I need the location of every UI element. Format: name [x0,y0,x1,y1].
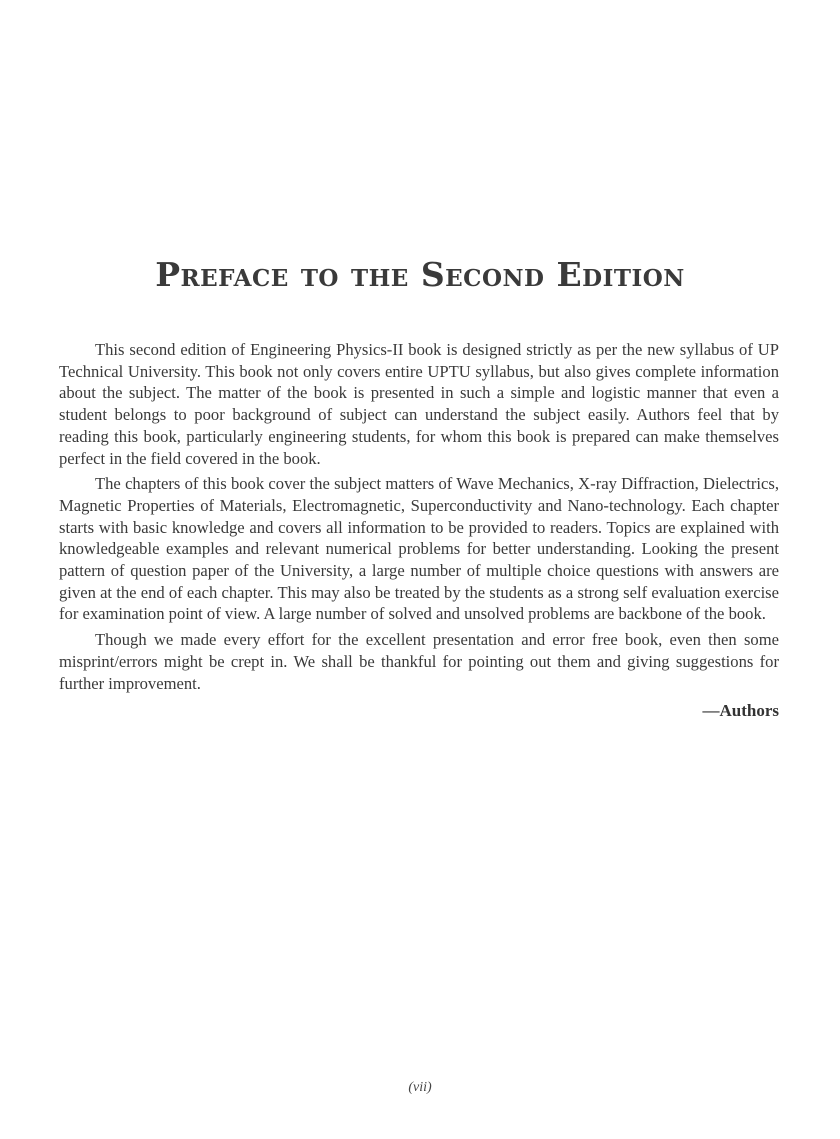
authors-signature: —Authors [702,701,779,721]
paragraph-3: Though we made every effort for the excellent presentation and error free book, even then some misprint/errors might be crept in. We shall be thankful for pointing out them and giving suggestions for further improvement. [59,630,779,693]
preface-body [59,339,779,722]
paragraph-2: The chapters of this book cover the subject matters of Wave Mechanics, X-ray Diffraction, Dielectrics, Magnetic Properties of Materials, Electromagnetic, Superconductivity and Nano-technology. Each chapter starts with basic knowledge and covers all information to be provided to readers. Topics are explained with knowledgeable examples and relevant numerical problems for better understanding. Looking the present pattern of question paper of the University, a large number of multiple choice questions with answers are given at the end of each chapter. This may also be treated by the students as a strong self evaluation exercise for examination point of view. A large number of solved and unsolved problems are backbone of the book. [59,474,779,624]
paragraph-1: This second edition of Engineering Physics-II book is designed strictly as per the new syllabus of UP Technical University. This book not only covers entire UPTU syllabus, but also gives complete information about the subject. The matter of the book is presented in such a simple and logistic manner that even a student belongs to poor background of subject can understand the subject easily. Authors feel that by reading this book, particularly engineering students, for whom this book is prepared can make themselves perfect in the field covered in the book. [59,340,779,468]
page-number: (vii) [408,1080,432,1095]
page-title: Preface to the Second Edition [155,255,685,294]
